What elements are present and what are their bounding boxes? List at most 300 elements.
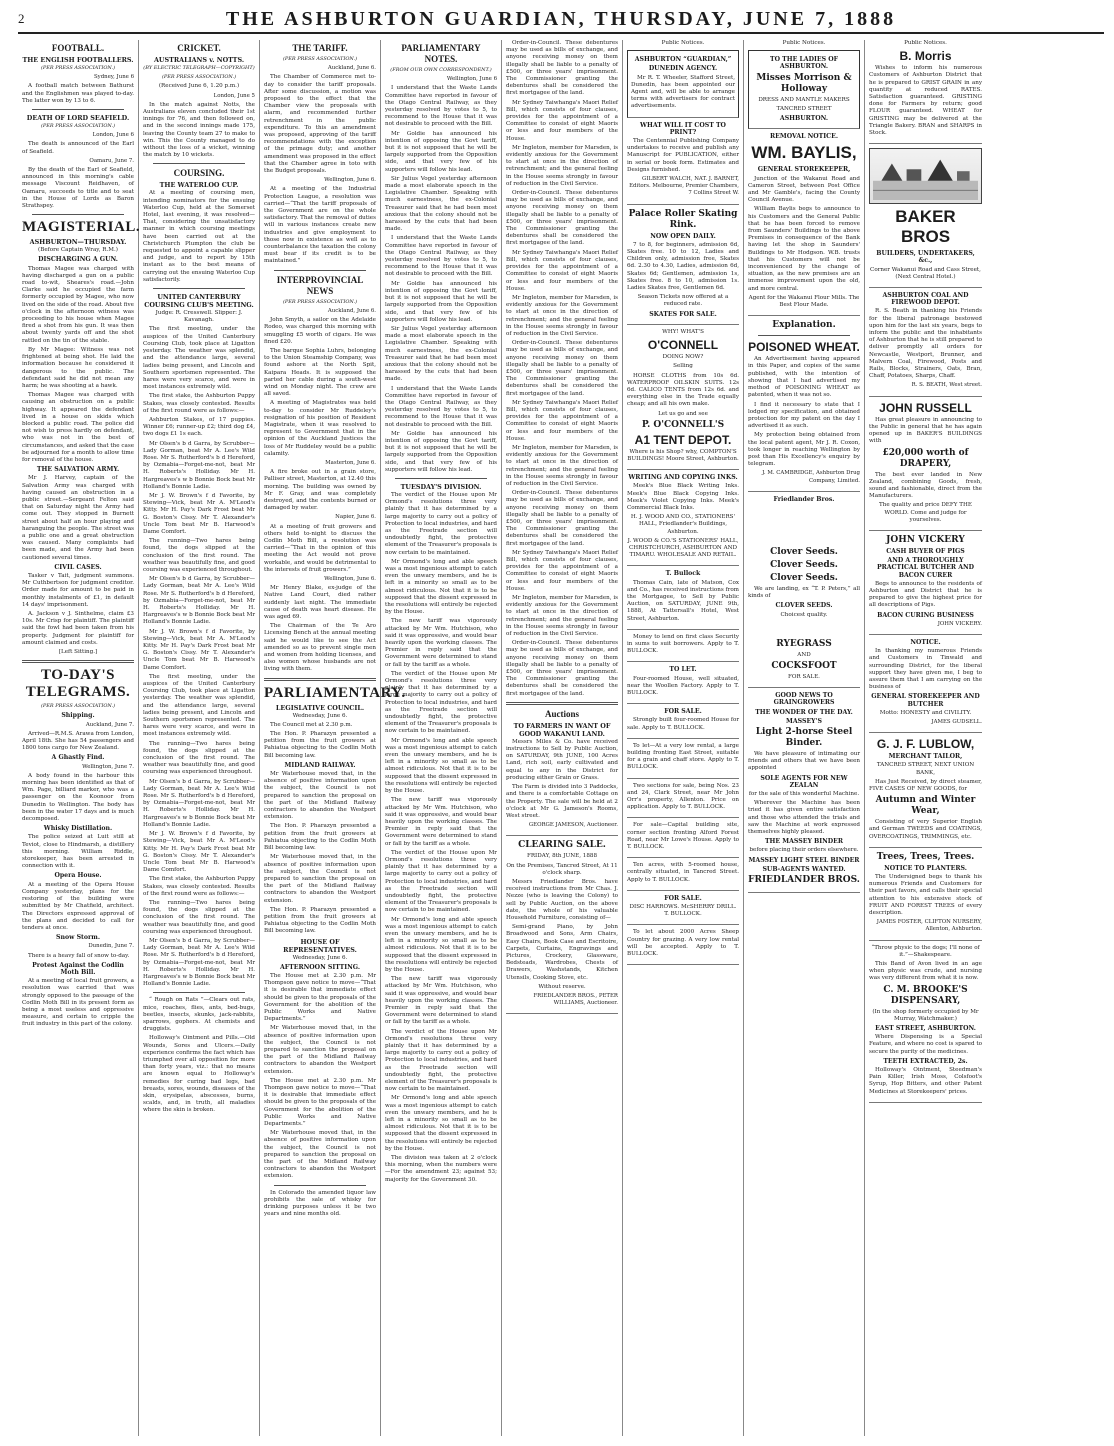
auction-notice [506, 840, 618, 1014]
article-text: Mr J. Harvey, captain of the Salvation Army was charged with having caused an obstruction in a public street.—Sergeant Felton said that on Saturday night the Army had come out. They stopped in Burnett street about half an hour playing and haranguing the people. The street was a public one and a great obstruction was caused. Many complaints had been made, and the Army had been cautioned several times. [22, 475, 134, 561]
article-text: The Hon. P. Pharazyn presented a petition from the fruit growers at Pahiatua objecting to the Codlin Moth Bill becoming law. [264, 823, 376, 852]
advert-morris [869, 49, 982, 144]
advert-heading: WHAT WILL IT COST TO PRINT? [640, 121, 726, 136]
article-text: Order-in-Council. These debentures may be used as bills of exchange, and anyone receiving money on them illegally shall be liable to a penalty of £500, or three years' imprisonment. The Commissioner granting the debentures shall be considered the first mortgagee of the land. [506, 40, 618, 97]
article-text: Order-in-Council. These debentures may be used as bills of exchange, and anyone receiving money on them illegally shall be liable to a penalty of £500, or three years' imprisonment. The Commissioner granting the debentures shall be considered the first mortgagee of the land. [506, 640, 618, 697]
dateline: Wellington, June 6. [324, 576, 376, 582]
article-text: The House met at 2.30 p.m. Mr Thompson gave notice to move—“That it is desirable that immediate effect should be given to the proposals of the Government for the abolition of the Public Works and Native Departments.” [264, 1077, 376, 1127]
advert-heading: A1 TENT DEPOT. [634, 432, 732, 447]
parliamentary-notes-heading: PARLIAMENTARY NOTES. [401, 43, 481, 64]
article-text: A body found in the harbour this morning has been identified as that of Wm. Page, billiard marker, who was a passenger on the Koonoor from Dunedin to Wellington. The body has been in the water 17 days and is much decomposed. [22, 772, 134, 823]
advert-text: We have pleasure of intimating our friends and others that we have been appointed [748, 750, 860, 772]
dateline: Wellington, June 7. [82, 763, 134, 770]
article-text: The first meeting, under the auspices of the United Canterbury Coursing Club, took place at Ligatton yesterday. The weather was splendid, and the attendance large, several ladies being present, and Lincoln and Southern sportsmen represented. The hares were very scarce, and were in most instances extremely wild. [143, 326, 255, 391]
dateline: London, June 6 [92, 132, 134, 139]
advert-friedlander [748, 496, 860, 688]
advert-text: Junction of the Wakanui Road and Cameron Street, between Post Office and Mr Gamble's, facing the County Council Avenue. [748, 175, 860, 204]
advert-subheading: BACON CURING BUSINESS [877, 611, 974, 619]
advert-name: G. J. F. LUBLOW, [876, 737, 975, 752]
advert-line: ASHBURTON. [779, 115, 829, 123]
advert-text: The quality and price DEFY THE WORLD. Come and judge for yourselves. [879, 502, 972, 523]
advert-text: Wherever the Machine has been tried it has given entire satisfaction and those who attended the trials and saw the Machine at work expressed themselves highly pleased. [748, 800, 860, 835]
advert-name: MASSEY'S [786, 717, 822, 725]
article-text: Mr Ormond's long and able speech was a most ingenious attempt to catch even the unwary members, and he is left in a minority so small as to be almost ridiculous. Not that it is to be supposed that the dissent expressed in the resolutions will entirely be rejected by the House. [385, 558, 497, 616]
advert-name: JOHN VICKERY [886, 534, 965, 545]
advert-dressmakers [748, 50, 860, 129]
advert-text: “ Rough on Rats ”—Clears out rats, mice, roaches, flies, ants, bed-bugs, beetles, insects, skunks, jack-rabbits, sparrows, gophers. At chemists and druggists. [143, 997, 255, 1033]
auction-text: Messrs Friedlander Bros. have received instructions from Mr Chas. J. Nezze (who is leaving the Colony) to sell by Public Auction, on the above date, the whole of his valuable Household Furniture, consisting of— [506, 878, 618, 921]
divider [395, 478, 487, 479]
article-text: Thomas Magee was charged with having discharged a gun on a public road to-wit, Sheares's road.—John Clarke said he occupied the farm formerly occupied by Magee, who now lived on the side of the road. About five o'clock in the afternoon witness was proceeding to his house when Magee fired a shot from his gun. It was then about twenty yards off and the shot rattled on the tin of the stable. [22, 265, 134, 344]
article-text: Mr Waterhouse moved that, in the absence of positive information upon the subject, the Council is not prepared to sanction the proposal on the part of the Midland Railway contractors to abandon the Westport extension. [264, 1025, 376, 1075]
advert-text: Begs to announce to the residents of Ashburton and District that he is prepared to give the highest price for all descriptions of Pigs. [869, 580, 982, 609]
article-text: The Chamber of Commerce met to-day to consider the tariff proposals. After some discussion, a motion was proposed to the effect that the Chamber view the proposals with alarm, and recommended further retrenchment in the public expenditure. To this an amendment was proposed, approving of the tariff recommendations with the exception of the primage duty; and another amendment was proposed in the effect that the Chamber agree in toto with the Budget proposals. [264, 74, 376, 175]
advert-product: Light 2-horse Steel Binder. [755, 726, 853, 748]
advert-subheading: CLOVER SEEDS. [775, 602, 833, 610]
sitting-day: Wednesday, June 6. [292, 712, 348, 719]
article-text: Mr Olsen's b d Garra, by Scrubber—Lady Gorman, beat Mr A. Lee's Wild Rose. Mr S. Rutherford's b d Hereford, by Ozmabia—Forget-me-not, beat Mr H. Roberts's Holliday. Mr H. Hargreaves's w b Bonnie Bock beat Mr Holland's Bonnie Ladie. [143, 440, 255, 490]
coursing-subheading: THE WATERLOO CUP. [159, 181, 239, 190]
auctions-heading: Auctions [544, 708, 579, 719]
advert-subheading: SOLE AGENTS FOR NEW ZEALAN [760, 774, 848, 789]
dateline: Wellington, June 6 [446, 76, 497, 83]
dateline: Napier, June 6. [335, 514, 376, 521]
article-text: The running—Two hares being found, the dogs slipped at the conclusion of the first round. The weather was beautifully fine, and good coursing was experienced throughout. [143, 538, 255, 573]
divider [758, 335, 850, 336]
advert-line: DOING NOW? [662, 354, 704, 361]
article-text: Sir Julius Vogel yesterday afternoon made a most elaborate speech in the Legislative Chamber. Speaking with much earnestness, the ex-Colonial Treasurer said that he had been most anxious that the colony should not be harassed by the cuts that had been made. [385, 175, 497, 233]
advert-text: Four-roomed House, well situated, near the Woollen Factory. Apply to T. BULLOCK. [627, 675, 739, 696]
article-text: I understand that the Waste Lands Committee have reported in favour of the Otago Central Railway, as they yesterday resolved by votes to 5, to recommend to the House that it was not desirable to proceed with the Bill. [385, 385, 497, 428]
advert-text: Strongly built four-roomed House for sale. Apply to T. BULLOCK. [627, 717, 739, 731]
football-heading: FOOTBALL. [51, 43, 105, 53]
parliamentary-heading: PARLIAMENTARY. [264, 684, 406, 701]
dateline: Oamaru, June 7. [89, 157, 134, 164]
dateline: Wellington, June 6. [324, 177, 376, 184]
advert-ten-acres [627, 862, 739, 891]
advert-sections [627, 783, 739, 819]
telegram-heading: Snow Storm. [56, 934, 100, 942]
advert-text: before placing their orders elsewhere. [749, 847, 859, 854]
article-text: The verdict of the House upon Mr Ormond's resolutions three very plainly that it has determined by a large majority to carry out a policy of Protection to local industries, and hard as the Freetrade section will undoubtedly fight, the protective element of the Treasurer's proposals is now certain to be maintained. [385, 849, 497, 914]
article-text: I understand that the Waste Lands Committee have reported in favour of the Otago Central Railway, as they yesterday resolved by votes to 5, to recommend to the House that it was not desirable to proceed with the Bill. [385, 235, 497, 278]
house-heading: HOUSE OF REPRESENTATIVES. [283, 937, 357, 954]
advert-name: C. M. BROOKE'S DISPENSARY, [883, 984, 968, 1006]
advert-signature: H. J. WOOD AND CO., STATIONERS' HALL, Friedlander's Buildings, Ashburton. [630, 514, 736, 535]
advert-heading: FOR SALE. [664, 708, 702, 716]
advert-subheading: CASH BUYER OF PIGS [886, 547, 965, 555]
advert-heading: Explanation. [772, 320, 836, 331]
article-text: The first stake, the Ashburton Puppy Stakes, was closely contested. Results of the first round were as follows:— [143, 393, 255, 414]
advert-to-let [627, 666, 739, 704]
workshop-illustration-svg [873, 152, 978, 200]
advert-for-sale [627, 708, 739, 739]
article-text: The running—Two hares being found, the dogs slipped at the conclusion of the first round. The weather was beautifully fine, and good coursing was experienced throughout. [143, 899, 255, 935]
article-text: The death is announced of the Earl of Seafield. [22, 141, 134, 155]
auction-heading: TO FARMERS IN WANT OF GOOD WAKANUI LAND. [513, 721, 611, 738]
advert-text: Thomas Cain, late of Matson, Cox and Co., has received instructions from the Mortgagee, to Sell by Public Auction, on SATURDAY, JUNE 9th, 1888, At Tattersall's Hotel, West Street, Ashburton. [627, 579, 739, 622]
divider [32, 109, 124, 110]
article-text: Thomas Magee was charged with causing an obstruction on a public highway. It appeared the defendant lived in a house on skids which blocked a public road. The police did not wish to press hardly on defendant, who was not in the best of circumstances, and asked that the case be adjourned for a month to allow time for removal of the house. [22, 392, 134, 463]
press-credit: (PER PRESS ASSOCIATION.) [40, 703, 116, 710]
magisterial-heading: MAGISTERIAL. [22, 219, 141, 236]
workshop-illustration [869, 148, 982, 204]
advert-massey-binder [748, 692, 860, 893]
advert-subheading: NOTICE TO PLANTERS. [884, 864, 967, 872]
article-text: Sir Julius Vogel yesterday afternoon made a most elaborate speech in the Legislative Chamber. Speaking with much earnestness, the ex-Colonial Treasurer said that he had been most anxious that the colony should not be harassed by the cuts that had been made. [385, 325, 497, 383]
advert-address: EAST STREET, ASHBURTON. [875, 1025, 976, 1033]
press-credit: (PER PRESS ASSOCIATION.) [282, 298, 358, 305]
section-heading: Public Notices. [904, 40, 947, 46]
advert-signature: J. M. CAMBRIDGE, Ashburton Drug Company, Limited. [762, 470, 860, 484]
advert-poisoned-wheat [748, 320, 860, 491]
advert-heading: RYEGRASS [776, 638, 832, 649]
advert-text: R. S. Beath in thanking his Friends for the liberal patronage bestowed upon him for the last six years, begs to inform the public and the inhabitants of Ashburton that he is still prepared to deliver promptly all orders for Newcastle, Westport, Brunner, and Malvern Coal, Firewood, Posts and Rails, Blocks, Strainers, Oats, Bran, Chaff, Potatoes, Sharps, Chaff. [869, 308, 982, 380]
advert-name: WM. BAYLIS, [751, 143, 857, 163]
article-text: There is a heavy fall of snow to-day. [28, 952, 130, 959]
advert-signature: J. WOOD & CO.'S STATIONERS' HALL, CHRISTCHURCH, ASHBURTON AND TIMARU. WHOLESALE AND RETAIL. [627, 537, 739, 559]
dateline: Auckland, June 7. [85, 721, 134, 728]
telegram-heading: Protest Against the Codlin Moth Bill. [32, 961, 124, 976]
column-3 [260, 40, 406, 1436]
divider [264, 678, 376, 681]
club-heading: UNITED CANTERBURY COURSING CLUB'S MEETING. [144, 293, 254, 310]
advert-line: WHY! WHAT'S [662, 328, 704, 335]
article-text: Mr Waterhouse moved that, in the absence of positive information upon the subject, the Council is not prepared to sanction the proposal on the part of the Midland Railway contractors to abandon the Westport extension. [264, 1130, 376, 1180]
article-text: Mr Sydney Taiwhanga's Maori Relief Bill, which consists of four clauses, provides for the appointment of a Committee to consist of eight Maoris or less and four members of the House. [506, 399, 618, 442]
case-heading: CIVIL CASES. [54, 563, 102, 571]
debate-heading: MIDLAND RAILWAY. [284, 761, 356, 769]
dateline: London, June 5 [213, 92, 255, 99]
advert-lublow [869, 737, 982, 848]
columns [18, 40, 1104, 1436]
article-text: The verdict of the House upon Mr Ormond's resolutions three very plainly that it has determined by a large majority to carry out a policy of Protection to local industries, and hard as the Freetrade section will undoubtedly fight, the protective element of the Treasurer's proposals is now certain to be maintained. [385, 670, 497, 735]
divider [22, 660, 134, 663]
advert-subheading: AND A THOROUGHLY PRACTICAL BUTCHER AND BACON CURER [876, 557, 975, 579]
advert-russell [869, 401, 982, 531]
article-text: By the death of the Earl of Seafield, announced in this morning's cable message Viscount Reidhaven, of Oamaru, succeeds to title and to seat in the House of Lords as Baron Strathspey. [22, 167, 134, 210]
column-8 [865, 40, 986, 1436]
advert-note: Season Tickets now offered at a reduced rate. [637, 294, 729, 308]
article-text: Mr Ingleton, member for Marsden, is evidently anxious for the Government to start at once in the direction of retrenchment; and the general feeling in the House seems strongly in favour of reduction in the Civil Service. [506, 595, 618, 638]
auction-heading: CLEARING SALE. [518, 840, 606, 851]
dateline: Masterton, June 6. [325, 459, 376, 466]
advert-line: TANCRED STREET [776, 105, 832, 112]
article-text: Mr Olsen's b d Garra, by Scrubber—Lady Gorman, beat Mr A. Lee's Wild Rose. Mr S. Rutherford's b d Hereford, by Ozmabia—Forget-me-not, beat Mr H. Roberts's Holliday. Mr H. Hargreaves's w b Bonnie Bock beat Mr Holland's Bonnie Ladie. [143, 778, 255, 828]
advert-heading: Trees, Trees, Trees. [876, 851, 975, 862]
advert-heading: Friedlander Bros. [773, 495, 835, 503]
dateline: Dunedin, June 7. [88, 943, 134, 950]
article-text: Mr J. W. Brown's f d Favorite, by Stewing—Vick, beat Mr A. M'Leod's Kitty. Mr H. Pay's Dark Frost beat Mr G. Boston's Cissy. Mr T. Alexander's Uncle Tom beat Mr B. Harwood's Dame Comfort. [143, 628, 255, 671]
divider [274, 270, 366, 271]
advert-name: BAKER BROS [895, 207, 956, 247]
advert-signature: JAMES FOSTER, CLIFTON NURSERY, Allenton, Ashburton. [876, 919, 982, 933]
article-text: Mr Goldie has announced his intention of opposing the Govt tariff, but it is not supposed that he will be largely supported from the Opposition side, and that very few of his supporters will follow his lead. [385, 130, 497, 173]
article-text: The new tariff was vigorously attacked by Mr Wm. Hutchison, who said it was oppressive, and would bear heavily upon the working classes. The Premier in reply said that the Government were determined to stand or fall by the tariff as a whole. [385, 976, 497, 1026]
advert-text: To let about 2000 Acres Sheep Country for grazing. A very low rental will be accepted. Apply to T. BULLOCK. [627, 929, 739, 958]
article-text: The House met at 2.30 p.m. Mr Thompson gave notice to move—“That it is desirable that immediate effect should be given to the proposals of the Government for the abolition of the Public Works and Native Departments.” [264, 972, 376, 1023]
advert-dispensary [869, 945, 982, 1103]
auction-text: The Farm is divided into 3 Paddocks, and there is a comfortable Cottage on the Property. The sale will be held at 2 o'clock at Mr G. Jameson's Rooms, West street. [506, 784, 618, 819]
advert-name: B. Morris [899, 49, 952, 64]
advert-heading: WRITING AND COPYING INKS. [628, 474, 738, 482]
advert-signature: R. S. BEATH, West street. [911, 382, 982, 389]
article-text: A meeting of Magistrates was held to-day to consider Mr Ruddeley's resignation of his position of Resident Magistrate, when it was resolved to represent to Government that in the opinion of the Auckland Justices the loss of Mr Ruddeley would be a public calamity. [264, 400, 376, 457]
auction-terms: Without reserve. [538, 983, 586, 990]
article-text: Mr Ingleton, member for Marsden, is evidently anxious for the Government to start at once in the direction of retrenchment; and the general feeling in the House seems strongly in favour of reduction in the Civil Service. [506, 294, 618, 337]
advert-line: AND [797, 651, 811, 658]
football-subheading: THE ENGLISH FOOTBALLERS. [22, 56, 134, 64]
advert-text: Mr R. T. Wheeler, Stafford Street, Dunedin, has been appointed our Agent and, will be able to arrange terms with advertisers for contract advertisements. [631, 74, 735, 110]
advert-heading: COCKSFOOT [771, 660, 837, 671]
page-number: 2 [18, 11, 25, 26]
advert-text: The Centennial Publishing Company undertakes to receive and publish any Manuscript for PUBLICATION, either in serial or book form. Estimates and Designs furnished. [627, 138, 739, 173]
advert-text: An Advertisement having appeared in this Paper, and copies of the same published, with the intention of showing that I had advertised my method of POISONING WHEAT as patented, when it was not so. [748, 356, 860, 399]
article-text: The verdict of the House upon Mr Ormond's resolutions three very plainly that it has determined by a large majority to carry out a policy of Protection to local industries, and hard as the Freetrade section will undoubtedly fight, the protective element of the Treasurer's proposals is now certain to be maintained. [385, 491, 497, 556]
advert-line: Selling [673, 363, 693, 370]
advert-quote: “Throw physic to the dogs; I'll none of it.”—Shakespeare. [871, 944, 980, 958]
column-2 [139, 40, 260, 1436]
advert-text: Has great pleasure in announcing to the Public in general that he has again opened up in BAKER'S BUILDINGS with [869, 416, 982, 445]
advert-signature: FRIEDLANDER BROS. [748, 875, 860, 886]
article-text: At a meeting of coursing men, intending nominators for the ensuing Waterloo Cup, held at the Somerset Hotel, last evening, it was resolved—That, considering the unsatisfactory manner in which coursing meetings have been carried out at the Christchurch Plumpton the club be requested to appoint a capable slipper and judge, and to report by 15th instant as to the best means of carrying out the ensuing Waterloo Cup satisfactorily. [143, 190, 255, 283]
advert-text: We are landing, ex “T. P. Peters,” all kinds of [748, 585, 860, 600]
article-text: Mr J. W. Brown's f d Favorite, by Stewing—Vick, beat Mr A. M'Leod's Kitty. Mr H. Pay's Dark Frost beat Mr G. Boston's Cissy. Mr T. Alexander's Uncle Tom beat Mr B. Harwood's Dame Comfort. [143, 831, 255, 874]
article-text: The first meeting, under the auspices of the United Canterbury Coursing Club, took place at Ligatton yesterday. The weather was splendid, and the attendance large, several ladies being present, and Lincoln and Southern sportsmen represented. The hares were very scarce, and were in most instances extremely wild. [143, 673, 255, 738]
article-text: The verdict of the House upon Mr Ormond's resolutions three very plainly that it has determined by a large majority to carry out a policy of Protection to local industries, and hard as the Freetrade section will undoubtedly fight, the protective element of the Treasurer's proposals is now certain to be maintained. [385, 1028, 497, 1093]
sitting-heading: AFTERNOON SITTING. [279, 963, 361, 971]
article-text: Mr Ingleton, member for Marsden, is evidently anxious for the Government to start at once in the direction of retrenchment; and the general feeling in the House seems strongly in favour of reduction in the Civil Service. [506, 444, 618, 487]
advert-oconnell [627, 329, 739, 470]
auction-signature: FRIEDLANDER BROS., PETER WILLIAMS, Auctioneer. [533, 992, 618, 1007]
advert-text: DISC HARROWS. McSHERRY DRILL. T. BULLOCK. [629, 904, 737, 918]
article-text: The running—Two hares being found, the dogs slipped at the conclusion of the first round. The weather was beautifully fine, and good coursing was experienced throughout. [143, 740, 255, 776]
article-text: The new tariff was vigorously attacked by Mr Wm. Hutchison, who said it was oppressive, and would bear heavily upon the working classes. The Premier in reply said that the Government were determined to stand or fall by the tariff as a whole. [385, 797, 497, 847]
column-1 [18, 40, 139, 1436]
advert-heading: TO LET. [669, 666, 697, 674]
article-text: The Hon. P. Pharazyn presented a petition from the fruit growers at Pahiatua objecting to the Codlin Moth Bill becoming law. [264, 906, 376, 935]
article-text: In Colorado the amended liquor law prohibits the sale of whisky for drinking purposes unless it be two years and nine months old. [264, 1189, 376, 1218]
advert-signature: JAMES GUDSELL. [931, 718, 982, 725]
column-4 [381, 40, 502, 1436]
advert-text: Holloway's Ointment and Pills.—Old Wounds, Sores and Ulcers.—Daily experience confirms the fact which has triumphed over all opposition for more than forty years, viz.: that no means are known equal to Holloway's remedies for curing bad legs, bad breasts, sores, wounds, diseases of the skin, erysipelas, abscesses, burns, scalds, and, in truth, all maladies where the skin is broken. [143, 1035, 255, 1114]
advert-building [627, 743, 739, 779]
article-text: At a meeting of the Industrial Protection League, a resolution was carried—“That the tariff proposals of the Government are on the whole satisfactory. That the removal of duties will in various instances create new industries and give employment to those now in existence as well as to counterbalance the taxation the colony must bear if its credit is to be maintained.” [264, 186, 376, 265]
magisterial-subheading: ASHBURTON—THURSDAY. [29, 238, 127, 247]
advert-text: Ten acres, with 5-roomed house, centrally situated, in Tancred Street. Apply to T. BULLOCK. [627, 862, 739, 883]
divider [153, 992, 245, 993]
advert-subheading: NOW OPEN DAILY. [650, 232, 716, 240]
divider [506, 702, 618, 705]
article-text: Mr Sydney Taiwhanga's Maori Relief Bill, which consists of four clauses, provides for the appointment of a Committee to consist of eight Maoris or less and four members of the House. [506, 249, 618, 292]
article-text: Mr Olsen's b d Garra, by Scrubber—Lady Gorman, beat Mr A. Lee's Wild Rose. Mr S. Rutherford's b d Hereford, by Ozmabia—Forget-me-not, beat Mr H. Roberts's Holliday. Mr H. Hargreaves's w b Bonnie Bock beat Mr Holland's Bonnie Ladie. [143, 937, 255, 988]
correspondent-credit: (FROM OUR OWN CORRESPONDENT.) [390, 67, 492, 73]
press-credit: (PER PRESS ASSOCIATION.) [282, 56, 358, 62]
article-text: I understand that the Waste Lands Committee have reported in favour of the Otago Central Railway, as they yesterday resolved by votes to 5, to recommend to the House that it was not desirable to proceed with the Bill. [385, 85, 497, 128]
advert-motto: Motto: HONESTY and CIVILITY. [879, 709, 972, 716]
auction-signature: GEORGE JAMESON, Auctioneer. [528, 822, 618, 829]
advert-subheading: GENERAL STOREKEEPER, [757, 166, 851, 174]
advert-heading: POISONED WHEAT. [748, 340, 860, 355]
advert-coal-depot [869, 292, 982, 397]
article-text: The barque Sophia Luhrs, belonging to the Union Steamship Company, was found ashore at the North Spit, Kaipara Heads. It is supposed the parted her cable during a south-west wind on Monday night. The crew are all saved. [264, 347, 376, 398]
divider [274, 1185, 366, 1186]
article-text: The Hon. P. Pharazyn presented a petition from the fruit growers at Pahiatua objecting to the Codlin Moth Bill becoming law. [264, 731, 376, 759]
advert-heading: ASHBURTON COAL AND FIREWOOD DEPOT. [882, 292, 969, 307]
advert-heading: T. Bullock [665, 570, 701, 578]
article-text: The Chairman of the Te Aro Licensing Bench at the annual meeting said he would like to see the Act amended so as to prevent single men and women from holding licenses, and also women whose husbands are not living with them. [264, 623, 376, 673]
advert-guardian-agency [627, 50, 739, 117]
article-text: The first stake, the Ashburton Puppy Stakes, was closely contested. Results of the first round were as follows:— [143, 876, 255, 897]
copyright-line: (BY ELECTRIC TELEGRAPH—COPYRIGHT) [143, 65, 255, 71]
advert-text: (In the shop formerly occupied by Mr Murray, Watchmaker.) [872, 1008, 979, 1022]
advert-heading: TO THE LADIES OF ASHBURTON. [769, 56, 838, 71]
dateline: Sydney, June 6 [93, 74, 134, 81]
advert-text: To let—At a very low rental, a large building fronting East Street, suitable for a grain and chaff store. Apply to T. BULLOCK. [627, 742, 739, 771]
advert-signature: JOHN VICKERY. [937, 620, 982, 627]
advert-text: My protection being obtained from the local patent agent, Mr J. R. Coxon, took longer in reaching Wellington by post than His Excellency's enquiry by telegram. [748, 432, 860, 468]
advert-name: JOHN RUSSELL [879, 400, 972, 415]
advert-text: In thanking my numerous Friends and Customers in Tinwald and surrounding District, for the liberal support they have given me, I beg to assure them that I am carrying on the business of [869, 648, 982, 691]
article-text: Mr Ormond's long and able speech was a most ingenious attempt to catch even the unwary members, and he is left in a minority so small as to be almost ridiculous. Not that it is to be supposed that the dissent expressed in the resolutions will entirely be rejected by the House. [385, 1095, 497, 1152]
interprovincial-heading: INTERPROVINCIAL NEWS [276, 274, 364, 296]
article-text: The Council met at 2.30 p.m. [270, 721, 353, 728]
judge-line: Judge: R. Cresswell. Slipper: J. Kavanagh. [155, 310, 243, 324]
telegram-heading: A Ghastly Find. [51, 754, 105, 762]
article-text: Tasker v Tait, judgment summons. Mr Cuthbertson for judgment creditor. Order made for amount to be paid in monthly instalments of £1, in default 14 days' imprisonment. [22, 572, 134, 608]
advert-text: Meek's Blue Black Writing Inks. Meek's Blue Black Copying Inks. Meek's Violet Copying Inks. Meek's Commercial Black Inks. [627, 483, 739, 511]
press-credit: (PER PRESS ASSOCIATION.) [161, 74, 237, 81]
dateline: Auckland, June 6. [327, 307, 376, 314]
telegram-heading: Shipping. [61, 712, 95, 720]
advert-line: Let us go and see [658, 410, 708, 417]
article-text: Mr Goldie has announced his intention of opposing the Govt tariff, but it is not supposed that he will be largely supported from the Opposition side, and that very few of his supporters will follow his lead. [385, 280, 497, 323]
council-heading: LEGISLATIVE COUNCIL. [275, 703, 365, 712]
advert-gudsell [869, 639, 982, 733]
divider [153, 163, 245, 164]
advert-line: FOR SALE. [788, 673, 820, 680]
advert-subheading: MERCHANT TAILOR, [888, 753, 963, 761]
advert-bullock [627, 570, 739, 629]
left-sitting: [Left Sitting.] [58, 649, 98, 656]
auction-notice [506, 722, 618, 836]
advert-line: Choicest quality. [780, 611, 828, 618]
telegram-heading: Opera House. [54, 872, 102, 880]
advert-skating-rink [627, 209, 739, 325]
article-text: At a meeting of fruit growers and others held to-night to discuss the Codlin Moth Bill, a resolution was carried—“That in the opinion of this meeting the Act would not prove workable, and would be detrimental to the interests of fruit growers.” [264, 523, 376, 573]
advert-sheep-country [627, 929, 739, 965]
advert-heading: £20,000 worth of DRAPERY, [882, 447, 969, 469]
article-text: Mr J. W. Brown's f d Favorite, by Stewing—Vick, beat Mr A. M'Leod's Kitty. Mr H. Pay's Dark Frost beat Mr G. Boston's Cissy. Mr T. Alexander's Uncle Tom beat Mr B. Harwood's Dame Comfort. [143, 492, 255, 535]
division-heading: TUESDAY'S DIVISION. [400, 482, 482, 491]
advert-vickery [869, 535, 982, 635]
death-heading: DEATH OF LORD SEAFIELD. [26, 114, 130, 123]
advert-heading: Clover Seeds. [770, 546, 838, 557]
masthead [18, 6, 1104, 34]
case-heading: THE SALVATION ARMY. [36, 466, 120, 474]
advert-heading: Autumn and Winter Wear, [875, 795, 976, 817]
cricket-heading: CRICKET. [177, 43, 221, 53]
advert-inks [627, 474, 739, 566]
advert-address: Where is his Shop? why, COMPTON'S BUILDINGS! Moore Street, Ashburton. [627, 448, 739, 462]
article-text: At a meeting of the Opera House Company yesterday, plans for the restoring of the building were submitted by Mr Chatfield, architect. The Directors expressed approval of the plans and decided to call for tenders at once. [22, 881, 134, 931]
advert-money [627, 634, 739, 663]
cricket-subheading: AUSTRALIANS v. NOTTS. [153, 56, 245, 64]
article-text: A football match between Bathurst and the Englishmen was played to-day. The latter won by 13 to 6. [22, 83, 134, 104]
advert-heading: FOR SALE. [664, 894, 702, 902]
advert-baylis [748, 133, 860, 316]
advert-subheading: GENERAL STOREKEEPER AND BUTCHER [871, 693, 980, 708]
article-text: Order-in-Council. These debentures may be used as bills of exchange, and anyone receiving money on them illegally shall be liable to a penalty of £500, or three years' imprisonment. The Commissioner granting the debentures shall be considered the first mortgagee of the land. [506, 490, 618, 547]
advert-line: DRESS AND MANTLE MAKERS [758, 96, 850, 103]
advert-name: O'CONNELL [647, 338, 719, 353]
article-text: John Smyth, a sailor on the Adelaide Rodeo, was charged this morning with smuggling £5 worth of cigars. He was fined £20. [264, 317, 376, 345]
article-text: A. Jackson v J. Sinthelme, claim £3 10s. Mr Crisp for plaintiff. The plaintiff said the fowl had been taken from his property. Judgment for plaintiff for amount claimed and costs. [22, 611, 134, 646]
advert-printing [627, 122, 739, 205]
advert-text: Wishes to inform his numerous Customers of Ashburton District that he is prepared to GRIST GRAIN in any quantity at reduced RATES. Satisfaction guaranteed. GRISTING done for Farmers by return; good FLOUR guaranteed. WHEAT for GRISTING may be delivered at the Triangle Bakery. BRAN and SHARPS in Stock. [869, 65, 982, 137]
article-text: Mr Waterhouse moved that, in the absence of positive information upon the subject, the Council is not prepared to sanction the proposal on the part of the Midland Railway contractors to abandon the Westport extension. [264, 771, 376, 821]
telegram-heading: Whisky Distillation. [43, 825, 113, 833]
advert-subheading: BUILDERS, UNDERTAKERS, &c., [876, 250, 975, 265]
article-text: Order-in-Council. These debentures may be used as bills of exchange, and anyone receiving money on them illegally shall be liable to a penalty of £500, or three years' imprisonment. The Commissioner granting the debentures shall be considered the first mortgagee of the land. [506, 340, 618, 397]
advert-subheading: THE WONDER OF THE DAY. [755, 708, 853, 716]
advert-heading: Palace Roller Skating Rink. [628, 208, 738, 230]
advert-text: For sale—Capital building site, corner section fronting Alford Forest Road, near Mr Lowe's House. Apply to T. BULLOCK. [627, 822, 739, 851]
advert-text: Agent for the Wakanui Flour Mills. The Best Flour Made. [748, 294, 860, 309]
advert-baker-bros [869, 148, 982, 288]
advert-text: This Band of Avon lived in an age when physic was crude, and nursing was very different from what it is now. [869, 961, 982, 982]
article-text: Mr Ormond's long and able speech was a most ingenious attempt to catch even the unwary members, and he is left in a minority so small as to be almost ridiculous. Not that it is to be supposed that the dissent expressed in the resolutions will entirely be rejected by the House. [385, 916, 497, 973]
article-text: In the match against Notts, the Australians eleven concluded their 1st innings for 76, and then followed on, and in the second innings made 175, leaving the County team 27 to make to win. This the County managed to do without the loss of a wicket, winning the match by 10 wickets. [143, 101, 255, 159]
article-text: Mr Sydney Taiwhanga's Maori Relief Bill, which consists of four clauses, provides for the appointment of a Committee to consist of eight Maoris or less and four members of the House. [506, 549, 618, 592]
advert-text: The Undersigned begs to thank his numerous Friends and Customers for their past favors, and calls their special attention to his extensive stock of FRUIT AND FOREST TREES of every description. [869, 874, 982, 917]
article-text: The division was taken at 2 o'clock this morning, when the numbers were—For the amendment 23; against 53; majority for the Government 30. [385, 1155, 497, 1183]
article-text: Order-in-Council. These debentures may be used as bills of exchange, and anyone receiving money on them illegally shall be liable to a penalty of £500, or three years' imprisonment. The Commissioner granting the debentures shall be considered the first mortgagee of the land. [506, 190, 618, 247]
newspaper-title: THE ASHBURTON GUARDIAN, THURSDAY, JUNE 7, 1888 [225, 7, 897, 30]
article-text: Mr Waterhouse moved that, in the absence of positive information upon the subject, the Council is not prepared to sanction the proposal on the part of the Midland Railway contractors to abandon the Westport extension. [264, 854, 376, 904]
advert-text: The best ever landed in New Zealand, combining Goods, fresh, sound and fashionable, direct from the Manufacturers. [869, 471, 982, 500]
auction-text: Messrs Miles & Co. have received instructions to Sell by Public Auction, on SATURDAY, 9th JUNE, 100 Acres Land, rich soil, early cultivated and equal to any in the District for producing either Grain or Grass. [506, 738, 618, 781]
article-text: Mr Henry Blake, ex-judge of the Native Land Court, died rather suddenly last night. The immediate cause of death was heart disease. He was aged 69. [264, 585, 376, 621]
press-credit: (PER PRESS ASSOCIATION.) [40, 123, 116, 130]
coursing-heading: COURSING. [173, 168, 225, 179]
article-text: Mr Ingleton, member for Marsden, is evidently anxious for the Government to start at once in the direction of retrenchment; and the general feeling in the House seems strongly in favour of reduction in the Civil Service. [506, 144, 618, 187]
advert-name: THE MASSEY BINDER [764, 838, 844, 846]
advert-name: Misses Morrison & Holloway [756, 72, 852, 94]
column-5 [502, 40, 623, 1436]
advert-subheading: DUNEDIN AGENCY. [648, 65, 718, 73]
advert-text: William Baylis begs to announce to his Customers and the General Public that he has been forced to remove from Saunders' Buildings to the above Premises in consequence of the Bank having let the shop in Saunders' Buildings to Mr Hodgson. W.B. trusts that his Customers will not be inconvenienced by the change of situation, as the new premises are an immense improvement upon the old, and more central. [748, 206, 860, 292]
magistrate-line: (Before Captain Wray, R.M.) [38, 247, 118, 254]
article-text: A fire broke out in a grain store, Palliser street, Masterton, at 12.40 this morning. The building was owned by Mr F. Gray, and was completely destroyed, and the contents burned or damaged by water. [264, 469, 376, 512]
case-heading: DISCHARGING A GUN. [38, 256, 118, 264]
advert-text: I find it necessary to state that I lodged my specification, and obtained protection for my patent on the day I advertised it as such. [748, 401, 860, 430]
advert-building-site [627, 822, 739, 858]
column-7 [744, 40, 865, 1436]
article-text: Mr Olsen's b d Garra, by Scrubber—Lady Gorman, beat Mr A. Lee's Wild Rose. Mr S. Rutherford's b d Hereford, by Ozmabia—Forget-me-not, beat Mr H. Roberts's Holliday. Mr H. Hargreaves's w b Bonnie Bock beat Mr Holland's Bonnie Ladie. [143, 576, 255, 626]
received-line: (Received June 6, 1.20 p.m.) [158, 83, 240, 90]
press-credit: (PER PRESS ASSOCIATION.) [40, 65, 116, 71]
advert-trees [869, 852, 982, 941]
advert-heading: GOOD NEWS TO GRAINGROWERS [773, 692, 835, 707]
article-text: The new tariff was vigorously attacked by Mr Wm. Hutchison, who said it was oppressive, and would bear heavily upon the working classes. The Premier in reply said that the Government were determined to stand or fall by the tariff as a whole. [385, 618, 497, 668]
article-text: The police seized at Luit still at Teviot, close to Hindmarsh, a distillery this morning. William Riddle, storekeeper, has been arrested in connection with it. [22, 834, 134, 870]
advert-heading: Clover Seeds. [770, 559, 838, 570]
advert-subheading: SUB-AGENTS WANTED. [762, 865, 846, 873]
advert-harrows [627, 895, 739, 926]
advert-address: TANCRED STREET, NEXT UNION BANK, [876, 762, 975, 776]
article-text: Ashburton Stakes, of 17 puppies. Winner £6; runner-up £2; third dog £4, two dogs £1 1s each. [143, 416, 255, 438]
